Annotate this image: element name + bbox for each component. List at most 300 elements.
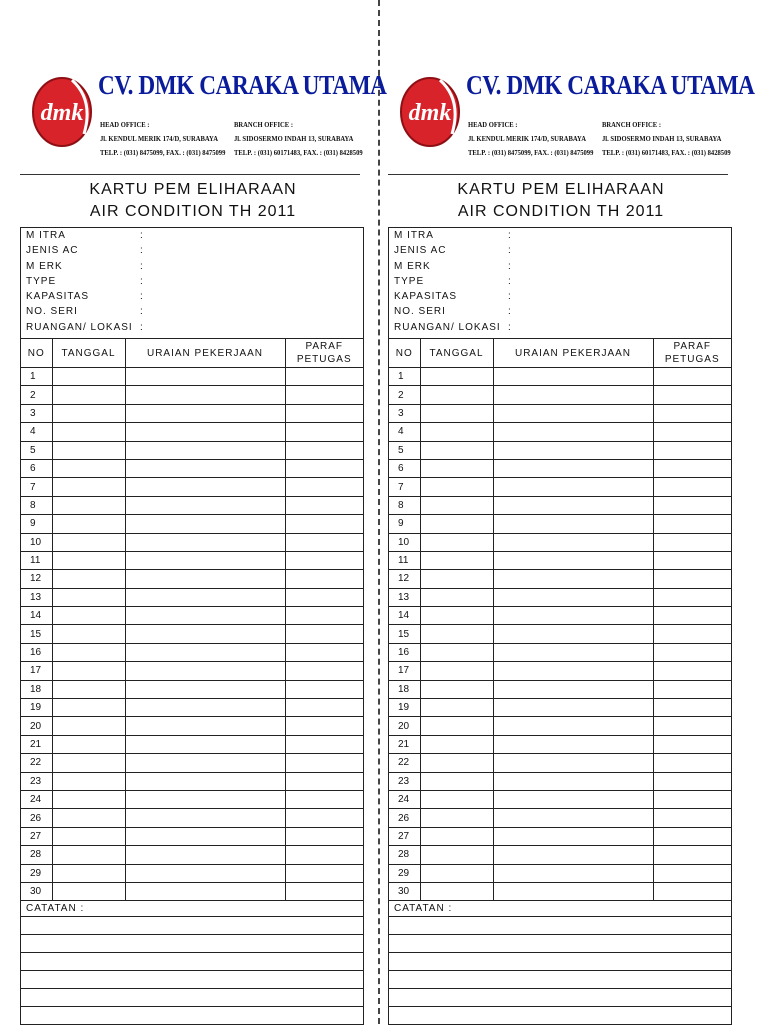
branch-office-contact: TELP. : (031) 60171483, FAX. : (031) 8428509 xyxy=(234,148,363,157)
row-tanggal-cell[interactable] xyxy=(420,864,493,882)
field-label: KAPASITAS xyxy=(394,291,458,303)
row-tanggal-cell[interactable] xyxy=(52,386,125,404)
table-row xyxy=(21,809,363,827)
row-paraf-cell[interactable] xyxy=(653,404,731,422)
row-paraf-cell[interactable] xyxy=(653,699,731,717)
row-tanggal-cell[interactable] xyxy=(420,662,493,680)
card-title-line1: KARTU PEM ELIHARAAN xyxy=(89,181,297,198)
table-row xyxy=(389,386,731,404)
row-number: 6 xyxy=(21,459,52,477)
row-uraian-cell[interactable] xyxy=(125,588,285,606)
field-row xyxy=(389,305,731,320)
row-number: 1 xyxy=(21,368,52,386)
head-office-block xyxy=(468,118,611,160)
row-paraf-cell[interactable] xyxy=(653,607,731,625)
row-paraf-cell[interactable] xyxy=(653,423,731,441)
row-uraian-cell[interactable] xyxy=(493,754,653,772)
dmk-logo-icon xyxy=(28,70,100,150)
row-tanggal-cell[interactable] xyxy=(420,478,493,496)
row-tanggal-cell[interactable] xyxy=(52,496,125,514)
row-uraian-cell[interactable] xyxy=(493,368,653,386)
row-paraf-cell[interactable] xyxy=(285,441,363,459)
row-uraian-cell[interactable] xyxy=(493,423,653,441)
note-line[interactable] xyxy=(389,1007,731,1025)
row-uraian-cell[interactable] xyxy=(125,735,285,753)
row-number: 27 xyxy=(389,827,420,845)
row-paraf-cell[interactable] xyxy=(285,864,363,882)
equipment-info xyxy=(389,228,731,339)
table-row xyxy=(389,588,731,606)
row-tanggal-cell[interactable] xyxy=(420,533,493,551)
row-tanggal-cell[interactable] xyxy=(420,772,493,790)
row-paraf-cell[interactable] xyxy=(653,570,731,588)
row-uraian-cell[interactable] xyxy=(493,570,653,588)
note-line[interactable] xyxy=(21,917,363,935)
row-uraian-cell[interactable] xyxy=(493,735,653,753)
row-uraian-cell[interactable] xyxy=(493,809,653,827)
row-tanggal-cell[interactable] xyxy=(52,441,125,459)
row-tanggal-cell[interactable] xyxy=(420,570,493,588)
row-uraian-cell[interactable] xyxy=(125,662,285,680)
row-paraf-cell[interactable] xyxy=(285,515,363,533)
row-tanggal-cell[interactable] xyxy=(52,625,125,643)
row-paraf-cell[interactable] xyxy=(653,551,731,569)
row-number: 16 xyxy=(389,643,420,661)
field-colon: : xyxy=(508,321,512,333)
head-office-address: Jl. KENDUL MERIK 174/D, SURABAYA xyxy=(468,134,586,143)
row-uraian-cell[interactable] xyxy=(493,680,653,698)
row-paraf-cell[interactable] xyxy=(285,699,363,717)
row-tanggal-cell[interactable] xyxy=(52,423,125,441)
note-line[interactable] xyxy=(389,953,731,971)
row-tanggal-cell[interactable] xyxy=(52,662,125,680)
row-paraf-cell[interactable] xyxy=(285,404,363,422)
row-paraf-cell[interactable] xyxy=(285,423,363,441)
table-row xyxy=(389,607,731,625)
field-row xyxy=(21,275,363,290)
row-paraf-cell[interactable] xyxy=(653,441,731,459)
table-row xyxy=(21,846,363,864)
row-uraian-cell[interactable] xyxy=(125,607,285,625)
row-number: 8 xyxy=(389,496,420,514)
row-tanggal-cell[interactable] xyxy=(52,680,125,698)
row-tanggal-cell[interactable] xyxy=(52,699,125,717)
row-paraf-cell[interactable] xyxy=(285,754,363,772)
row-number: 8 xyxy=(21,496,52,514)
header-paraf xyxy=(653,339,731,368)
field-colon: : xyxy=(140,275,144,287)
row-tanggal-cell[interactable] xyxy=(52,717,125,735)
table-row xyxy=(21,607,363,625)
field-row xyxy=(389,321,731,336)
row-number: 14 xyxy=(21,607,52,625)
row-uraian-cell[interactable] xyxy=(493,496,653,514)
maintenance-card-right xyxy=(388,0,755,1024)
row-uraian-cell[interactable] xyxy=(493,459,653,477)
table-row xyxy=(21,625,363,643)
row-tanggal-cell[interactable] xyxy=(52,809,125,827)
row-tanggal-cell[interactable] xyxy=(420,625,493,643)
row-number: 12 xyxy=(21,570,52,588)
field-row xyxy=(21,260,363,275)
field-row xyxy=(389,229,731,244)
table-row xyxy=(389,680,731,698)
field-colon: : xyxy=(140,291,144,303)
row-paraf-cell[interactable] xyxy=(285,478,363,496)
header-paraf-line1: PARAF xyxy=(673,341,712,352)
row-paraf-cell[interactable] xyxy=(653,533,731,551)
header-no: NO xyxy=(21,339,52,368)
row-uraian-cell[interactable] xyxy=(493,846,653,864)
row-paraf-cell[interactable] xyxy=(285,662,363,680)
row-tanggal-cell[interactable] xyxy=(420,515,493,533)
row-tanggal-cell[interactable] xyxy=(52,846,125,864)
note-line[interactable] xyxy=(21,989,363,1007)
row-number: 7 xyxy=(21,478,52,496)
row-uraian-cell[interactable] xyxy=(493,441,653,459)
table-row xyxy=(21,882,363,900)
row-tanggal-cell[interactable] xyxy=(420,459,493,477)
row-uraian-cell[interactable] xyxy=(125,423,285,441)
row-number: 2 xyxy=(389,386,420,404)
note-line[interactable] xyxy=(389,989,731,1007)
row-paraf-cell[interactable] xyxy=(653,478,731,496)
row-uraian-cell[interactable] xyxy=(493,478,653,496)
table-row xyxy=(21,404,363,422)
header-no: NO xyxy=(389,339,420,368)
row-number: 10 xyxy=(389,533,420,551)
row-tanggal-cell[interactable] xyxy=(420,846,493,864)
row-number: 11 xyxy=(389,551,420,569)
row-paraf-cell[interactable] xyxy=(653,496,731,514)
table-row xyxy=(389,459,731,477)
row-uraian-cell[interactable] xyxy=(493,607,653,625)
row-uraian-cell[interactable] xyxy=(493,717,653,735)
row-tanggal-cell[interactable] xyxy=(420,368,493,386)
table-row xyxy=(389,809,731,827)
row-uraian-cell[interactable] xyxy=(125,864,285,882)
row-uraian-cell[interactable] xyxy=(493,404,653,422)
field-colon: : xyxy=(508,230,512,241)
row-uraian-cell[interactable] xyxy=(125,570,285,588)
row-uraian-cell[interactable] xyxy=(493,699,653,717)
row-tanggal-cell[interactable] xyxy=(52,772,125,790)
row-number: 29 xyxy=(21,864,52,882)
field-label: KAPASITAS xyxy=(26,291,90,303)
row-tanggal-cell[interactable] xyxy=(52,607,125,625)
table-row xyxy=(389,754,731,772)
row-tanggal-cell[interactable] xyxy=(52,643,125,661)
field-colon: : xyxy=(508,275,512,287)
equipment-info xyxy=(21,228,363,339)
table-row xyxy=(21,459,363,477)
row-paraf-cell[interactable] xyxy=(653,515,731,533)
table-row xyxy=(389,735,731,753)
dmk-logo-icon xyxy=(396,70,468,150)
table-row xyxy=(21,735,363,753)
row-uraian-cell[interactable] xyxy=(125,772,285,790)
row-tanggal-cell[interactable] xyxy=(420,496,493,514)
row-uraian-cell[interactable] xyxy=(493,386,653,404)
row-number: 13 xyxy=(389,588,420,606)
field-label: JENIS AC xyxy=(26,245,79,257)
row-tanggal-cell[interactable] xyxy=(52,882,125,900)
row-paraf-cell[interactable] xyxy=(653,386,731,404)
row-uraian-cell[interactable] xyxy=(125,386,285,404)
row-paraf-cell[interactable] xyxy=(285,551,363,569)
row-uraian-cell[interactable] xyxy=(493,643,653,661)
table-row xyxy=(21,772,363,790)
table-row xyxy=(389,699,731,717)
table-row xyxy=(21,551,363,569)
row-uraian-cell[interactable] xyxy=(493,864,653,882)
row-paraf-cell[interactable] xyxy=(653,864,731,882)
row-tanggal-cell[interactable] xyxy=(52,754,125,772)
row-paraf-cell[interactable] xyxy=(653,368,731,386)
row-uraian-cell[interactable] xyxy=(493,625,653,643)
row-uraian-cell[interactable] xyxy=(125,882,285,900)
row-tanggal-cell[interactable] xyxy=(52,459,125,477)
row-paraf-cell[interactable] xyxy=(653,625,731,643)
table-row xyxy=(389,515,731,533)
row-tanggal-cell[interactable] xyxy=(420,441,493,459)
table-row xyxy=(21,754,363,772)
field-colon: : xyxy=(140,306,144,318)
row-paraf-cell[interactable] xyxy=(653,459,731,477)
row-paraf-cell[interactable] xyxy=(653,643,731,661)
row-uraian-cell[interactable] xyxy=(493,533,653,551)
row-uraian-cell[interactable] xyxy=(125,809,285,827)
row-paraf-cell[interactable] xyxy=(653,735,731,753)
table-row xyxy=(389,662,731,680)
table-row xyxy=(21,827,363,845)
row-paraf-cell[interactable] xyxy=(653,662,731,680)
row-paraf-cell[interactable] xyxy=(285,607,363,625)
row-tanggal-cell[interactable] xyxy=(420,809,493,827)
log-rows xyxy=(21,368,363,901)
field-row xyxy=(21,321,363,336)
field-colon: : xyxy=(508,245,512,257)
row-number: 2 xyxy=(21,386,52,404)
note-line[interactable] xyxy=(389,971,731,989)
note-line[interactable] xyxy=(389,935,731,953)
note-line[interactable] xyxy=(21,935,363,953)
row-uraian-cell[interactable] xyxy=(125,754,285,772)
card-title-line2: AIR CONDITION TH 2011 xyxy=(89,203,297,220)
row-tanggal-cell[interactable] xyxy=(420,735,493,753)
row-tanggal-cell[interactable] xyxy=(52,404,125,422)
row-uraian-cell[interactable] xyxy=(125,368,285,386)
row-uraian-cell[interactable] xyxy=(125,533,285,551)
table-row xyxy=(389,570,731,588)
row-number: 7 xyxy=(389,478,420,496)
row-paraf-cell[interactable] xyxy=(285,772,363,790)
field-label: M ERK xyxy=(26,260,63,272)
row-tanggal-cell[interactable] xyxy=(420,551,493,569)
row-number: 15 xyxy=(389,625,420,643)
row-paraf-cell[interactable] xyxy=(285,790,363,808)
row-paraf-cell[interactable] xyxy=(653,827,731,845)
row-tanggal-cell[interactable] xyxy=(52,735,125,753)
row-uraian-cell[interactable] xyxy=(493,790,653,808)
header-tanggal: TANGGAL xyxy=(52,339,125,368)
row-paraf-cell[interactable] xyxy=(653,772,731,790)
row-number: 13 xyxy=(21,588,52,606)
row-tanggal-cell[interactable] xyxy=(420,404,493,422)
row-tanggal-cell[interactable] xyxy=(52,533,125,551)
row-paraf-cell[interactable] xyxy=(285,846,363,864)
row-tanggal-cell[interactable] xyxy=(52,790,125,808)
row-uraian-cell[interactable] xyxy=(493,588,653,606)
row-tanggal-cell[interactable] xyxy=(52,827,125,845)
row-paraf-cell[interactable] xyxy=(285,588,363,606)
table-row xyxy=(21,533,363,551)
row-uraian-cell[interactable] xyxy=(125,459,285,477)
row-uraian-cell[interactable] xyxy=(125,717,285,735)
row-tanggal-cell[interactable] xyxy=(420,754,493,772)
row-paraf-cell[interactable] xyxy=(285,643,363,661)
table-row xyxy=(21,496,363,514)
table-row xyxy=(389,423,731,441)
row-uraian-cell[interactable] xyxy=(125,404,285,422)
card-title-line2: AIR CONDITION TH 2011 xyxy=(457,203,665,220)
row-paraf-cell[interactable] xyxy=(285,735,363,753)
row-tanggal-cell[interactable] xyxy=(420,643,493,661)
field-label: RUANGAN/ LOKASI xyxy=(26,321,133,333)
row-paraf-cell[interactable] xyxy=(653,882,731,900)
row-uraian-cell[interactable] xyxy=(125,790,285,808)
row-number: 22 xyxy=(21,754,52,772)
row-paraf-cell[interactable] xyxy=(285,882,363,900)
row-tanggal-cell[interactable] xyxy=(52,478,125,496)
row-tanggal-cell[interactable] xyxy=(420,386,493,404)
table-row xyxy=(21,699,363,717)
row-paraf-cell[interactable] xyxy=(285,625,363,643)
row-uraian-cell[interactable] xyxy=(125,643,285,661)
row-paraf-cell[interactable] xyxy=(285,368,363,386)
row-uraian-cell[interactable] xyxy=(125,680,285,698)
row-uraian-cell[interactable] xyxy=(493,882,653,900)
row-tanggal-cell[interactable] xyxy=(52,588,125,606)
row-number: 9 xyxy=(21,515,52,533)
row-number: 22 xyxy=(389,754,420,772)
field-row xyxy=(389,260,731,275)
field-colon: : xyxy=(140,260,144,272)
notes-label: CATATAN : xyxy=(21,901,363,917)
row-tanggal-cell[interactable] xyxy=(52,864,125,882)
table-row xyxy=(389,846,731,864)
row-uraian-cell[interactable] xyxy=(493,551,653,569)
row-tanggal-cell[interactable] xyxy=(420,790,493,808)
row-paraf-cell[interactable] xyxy=(653,846,731,864)
row-tanggal-cell[interactable] xyxy=(420,882,493,900)
row-tanggal-cell[interactable] xyxy=(52,515,125,533)
row-tanggal-cell[interactable] xyxy=(420,607,493,625)
row-paraf-cell[interactable] xyxy=(653,754,731,772)
table-row xyxy=(389,864,731,882)
note-line[interactable] xyxy=(21,971,363,989)
note-line[interactable] xyxy=(21,953,363,971)
row-number: 5 xyxy=(21,441,52,459)
table-row xyxy=(21,588,363,606)
row-tanggal-cell[interactable] xyxy=(420,588,493,606)
table-row xyxy=(389,441,731,459)
row-uraian-cell[interactable] xyxy=(125,515,285,533)
row-uraian-cell[interactable] xyxy=(125,551,285,569)
field-colon: : xyxy=(140,321,144,333)
table-row xyxy=(389,772,731,790)
field-colon: : xyxy=(140,230,144,241)
field-label: NO. SERI xyxy=(26,306,78,318)
field-label: M ITRA xyxy=(26,230,66,241)
row-paraf-cell[interactable] xyxy=(653,717,731,735)
svg-text:dmk: dmk xyxy=(40,100,84,126)
row-tanggal-cell[interactable] xyxy=(420,680,493,698)
row-uraian-cell[interactable] xyxy=(125,478,285,496)
row-paraf-cell[interactable] xyxy=(285,459,363,477)
table-row xyxy=(389,478,731,496)
row-tanggal-cell[interactable] xyxy=(52,368,125,386)
row-paraf-cell[interactable] xyxy=(285,680,363,698)
head-office-address: Jl. KENDUL MERIK 174/D, SURABAYA xyxy=(100,134,218,143)
row-paraf-cell[interactable] xyxy=(285,827,363,845)
row-uraian-cell[interactable] xyxy=(493,772,653,790)
row-paraf-cell[interactable] xyxy=(285,496,363,514)
row-paraf-cell[interactable] xyxy=(285,809,363,827)
row-tanggal-cell[interactable] xyxy=(420,699,493,717)
row-uraian-cell[interactable] xyxy=(125,699,285,717)
row-tanggal-cell[interactable] xyxy=(52,570,125,588)
row-uraian-cell[interactable] xyxy=(125,625,285,643)
row-paraf-cell[interactable] xyxy=(285,533,363,551)
field-label: TYPE xyxy=(26,275,57,287)
row-tanggal-cell[interactable] xyxy=(420,827,493,845)
field-label: M ITRA xyxy=(394,230,434,241)
table-row xyxy=(21,515,363,533)
row-uraian-cell[interactable] xyxy=(493,662,653,680)
letterhead xyxy=(20,62,387,172)
svg-text:dmk: dmk xyxy=(408,100,452,126)
row-uraian-cell[interactable] xyxy=(493,827,653,845)
branch-office-label: BRANCH OFFICE : xyxy=(602,120,662,129)
row-uraian-cell[interactable] xyxy=(125,441,285,459)
row-uraian-cell[interactable] xyxy=(125,846,285,864)
table-row xyxy=(21,441,363,459)
row-uraian-cell[interactable] xyxy=(493,515,653,533)
row-uraian-cell[interactable] xyxy=(125,827,285,845)
row-paraf-cell[interactable] xyxy=(285,717,363,735)
row-paraf-cell[interactable] xyxy=(285,570,363,588)
row-number: 10 xyxy=(21,533,52,551)
row-tanggal-cell[interactable] xyxy=(52,551,125,569)
table-row xyxy=(389,882,731,900)
note-line[interactable] xyxy=(389,917,731,935)
head-office-contact: TELP. : (031) 8475099, FAX. : (031) 8475099 xyxy=(468,148,594,157)
row-tanggal-cell[interactable] xyxy=(420,717,493,735)
row-paraf-cell[interactable] xyxy=(285,386,363,404)
maintenance-form xyxy=(388,227,732,1025)
row-paraf-cell[interactable] xyxy=(653,588,731,606)
log-rows xyxy=(389,368,731,901)
row-uraian-cell[interactable] xyxy=(125,496,285,514)
row-tanggal-cell[interactable] xyxy=(420,423,493,441)
row-paraf-cell[interactable] xyxy=(653,680,731,698)
note-line[interactable] xyxy=(21,1007,363,1025)
row-paraf-cell[interactable] xyxy=(653,790,731,808)
row-paraf-cell[interactable] xyxy=(653,809,731,827)
field-row xyxy=(21,229,363,244)
table-row xyxy=(389,404,731,422)
